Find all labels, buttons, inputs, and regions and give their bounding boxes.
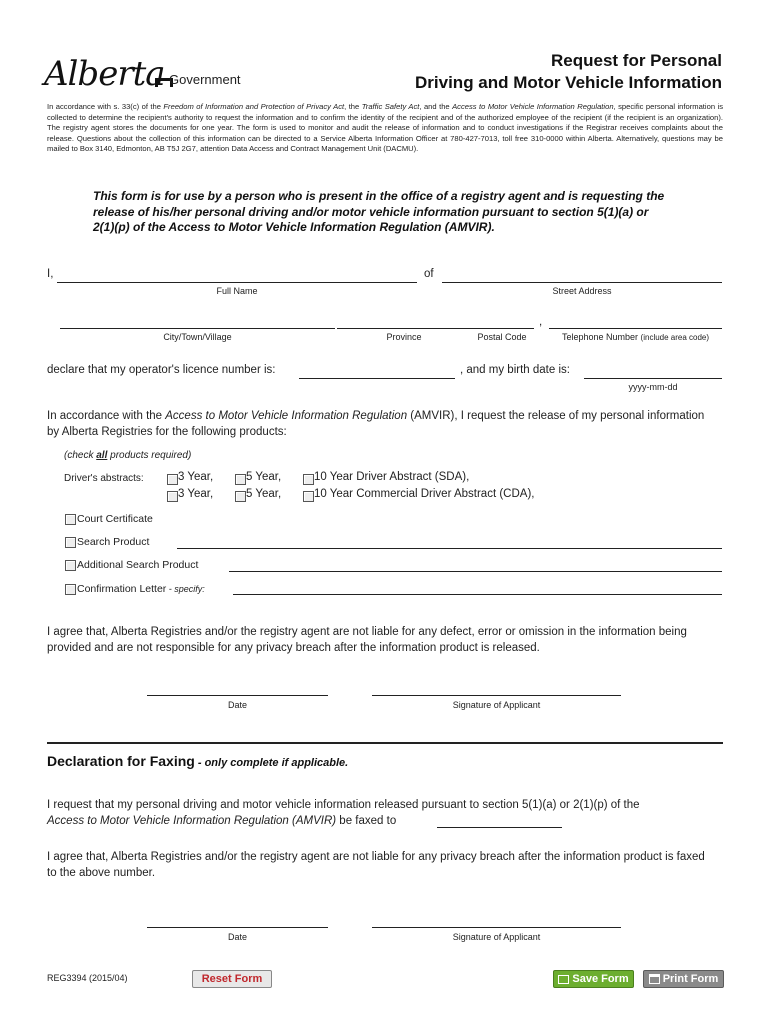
telephone-field[interactable] [549, 328, 722, 329]
fax-number-field[interactable] [437, 827, 562, 828]
province-field[interactable] [337, 328, 471, 329]
printer-icon [649, 974, 660, 984]
label-confirmation-letter: Confirmation Letter - specify: [77, 583, 205, 595]
alberta-wordmark: Alberta [44, 54, 165, 94]
signature-field-2[interactable] [372, 927, 621, 928]
confirmation-letter-field[interactable] [233, 594, 722, 595]
comma: , [539, 316, 543, 328]
licence-number-field[interactable] [299, 378, 455, 379]
usage-notice: This form is for use by a person who is present in the office of a registry agent and is requesting the release of his/her personal driving and/or motor vehicle information pursuant to section 5(1)(a) or 2(1)(p) of the Access to Motor Vehicle Information Regulation (AMVIR). [93, 189, 665, 234]
request-intro: In accordance with the Access to Motor Vehicle Information Regulation (AMVIR), I request the release of my personal information by Alberta Registries for the following products: [47, 410, 705, 438]
checkbox-additional-search[interactable] [65, 560, 76, 571]
save-icon [558, 975, 569, 984]
label-10yr-cda: 10 Year Commercial Driver Abstract (CDA), [314, 488, 535, 500]
label-5yr-cda: 5 Year, [246, 488, 282, 500]
signature-caption-1: Signature of Applicant [452, 700, 541, 710]
i-label: I, [47, 268, 54, 280]
abstracts-label: Driver's abstracts: [64, 473, 144, 484]
title-line-1: Request for Personal [551, 51, 722, 70]
label-court-certificate: Court Certificate [77, 513, 153, 525]
street-address-field[interactable] [442, 282, 722, 283]
signature-field-1[interactable] [372, 695, 621, 696]
date-format-caption: yyyy-mm-dd [628, 382, 678, 392]
save-form-button[interactable]: Save Form [553, 970, 634, 988]
postal-code-caption: Postal Code [477, 332, 527, 342]
checkbox-5yr-cda[interactable] [235, 491, 246, 502]
form-id: REG3394 (2015/04) [47, 973, 128, 983]
label-search-product: Search Product [77, 536, 150, 548]
full-name-caption: Full Name [216, 286, 258, 296]
checkbox-10yr-sda[interactable] [303, 474, 314, 485]
city-field[interactable] [60, 328, 335, 329]
print-form-button[interactable]: Print Form [643, 970, 724, 988]
date-field-1[interactable] [147, 695, 328, 696]
fax-liability: I agree that, Alberta Registries and/or the registry agent are not liable for any privacy breach after the information product is faxed to the above number. [47, 851, 705, 879]
checkbox-search-product[interactable] [65, 537, 76, 548]
birth-date-field[interactable] [584, 378, 722, 379]
checkbox-confirmation-letter[interactable] [65, 584, 76, 595]
label-5yr-sda: 5 Year, [246, 471, 282, 483]
province-caption: Province [386, 332, 422, 342]
signature-caption-2: Signature of Applicant [452, 932, 541, 942]
liability-statement: I agree that, Alberta Registries and/or the registry agent are not liable for any defect, error or omission in the information being provided and are not responsible for any privacy breach after the information product is released. [47, 626, 687, 654]
of-label: of [424, 268, 434, 280]
label-3yr-sda: 3 Year, [178, 471, 214, 483]
label-10yr-sda: 10 Year Driver Abstract (SDA), [314, 471, 470, 483]
page-title [415, 50, 722, 94]
fax-request: I request that my personal driving and motor vehicle information released pursuant to section 5(1)(a) or 2(1)(p) of the Access to Motor Vehicle Information Regulation (AMVIR) be faxed to [47, 799, 640, 827]
telephone-caption: Telephone Number (include area code) [561, 332, 710, 342]
street-address-caption: Street Address [552, 286, 612, 296]
government-label: Government [169, 72, 241, 87]
checkbox-court-certificate[interactable] [65, 514, 76, 525]
checkbox-10yr-cda[interactable] [303, 491, 314, 502]
privacy-statement: In accordance with s. 33(c) of the Freedom of Information and Protection of Privacy Act, the Traffic Safety Act, and the Access to Motor Vehicle Information Regulation, specific personal information is collected to determine the recipient's authority to request the information and to confirm the identity of the recipient and of the authorized employee of the recipient (if the recipient is an organization). The registry agent stores the documents for one year. The form is used to monitor and audit the release of information and to conduct investigations if the Registrar receives complaints about the release. Questions about the collection of this information can be directed to a Service Alberta Information Officer at 780-427-7013, toll free 310-0000 within Alberta. Alternatively, questions may be mailed to Box 3140, Edmonton, AB T5J 2G7, attention Data Access and Contract Management Unit (DACMU). [47, 102, 723, 154]
reset-form-button[interactable]: Reset Form [192, 970, 272, 988]
label-3yr-cda: 3 Year, [178, 488, 214, 500]
date-field-2[interactable] [147, 927, 328, 928]
section-divider [47, 742, 723, 744]
additional-search-field[interactable] [229, 571, 722, 572]
checkbox-5yr-sda[interactable] [235, 474, 246, 485]
date-caption-1: Date [227, 700, 247, 710]
search-product-field[interactable] [177, 548, 722, 549]
fax-heading: Declaration for Faxing - only complete if applicable. [47, 753, 349, 769]
licence-label: declare that my operator's licence number is: [47, 364, 276, 376]
city-caption: City/Town/Village [163, 332, 232, 342]
postal-code-field[interactable] [471, 328, 534, 329]
alberta-logo [44, 56, 244, 96]
checkbox-3yr-cda[interactable] [167, 491, 178, 502]
checkbox-3yr-sda[interactable] [167, 474, 178, 485]
check-instruction: (check all products required) [64, 450, 192, 461]
label-additional-search: Additional Search Product [77, 559, 199, 571]
title-line-2: Driving and Motor Vehicle Information [415, 73, 722, 92]
birth-date-label: , and my birth date is: [460, 364, 570, 376]
full-name-field[interactable] [57, 282, 417, 283]
date-caption-2: Date [227, 932, 247, 942]
